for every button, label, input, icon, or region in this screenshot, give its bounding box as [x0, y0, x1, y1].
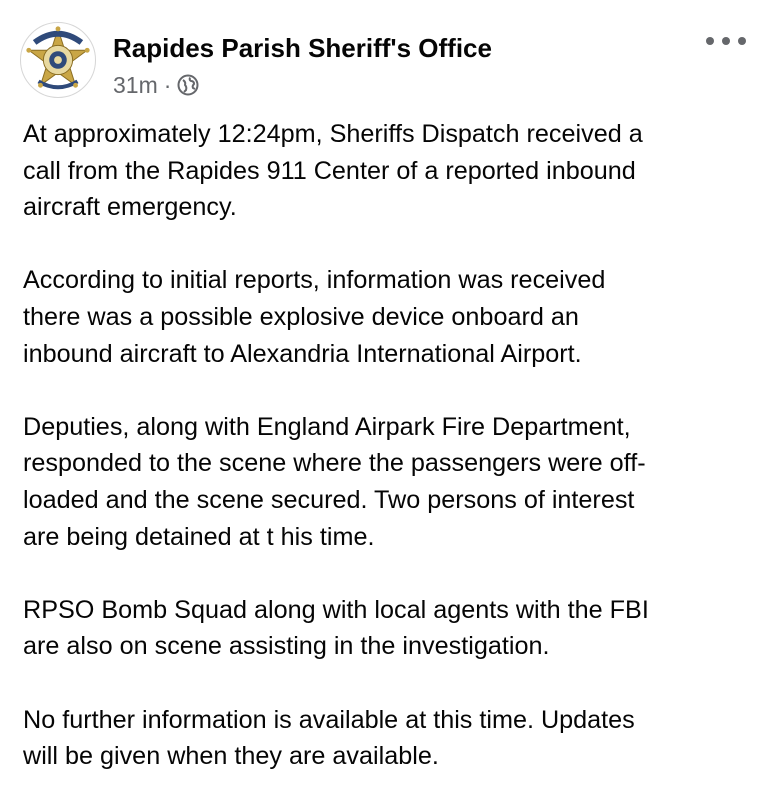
text-line: are being detained at t his time. — [23, 522, 375, 551]
text-line: responded to the scene where the passengers were off- — [23, 449, 646, 478]
page-avatar[interactable] — [20, 22, 96, 98]
text-line: there was a possible explosive device onboard an — [23, 302, 579, 331]
text-line: aircraft emergency. — [23, 193, 237, 222]
text-line: According to initial reports, information was received — [23, 266, 606, 295]
post-paragraph — [23, 409, 753, 555]
more-dot — [706, 37, 714, 45]
more-options-icon[interactable] — [706, 28, 746, 54]
text-line: are also on scene assisting in the investigation. — [23, 632, 550, 661]
text-line: call from the Rapides 911 Center of a reported inbound — [23, 156, 636, 185]
post-paragraph — [23, 702, 753, 775]
text-line: Deputies, along with England Airpark Fire Department, — [23, 412, 631, 441]
post-paragraph — [23, 262, 753, 372]
text-line: At approximately 12:24pm, Sheriffs Dispatch received a — [23, 120, 643, 148]
post-paragraph — [23, 592, 753, 665]
post-meta — [113, 70, 199, 100]
text-line: inbound aircraft to Alexandria International Airport. — [23, 339, 582, 368]
post-timestamp[interactable]: 31m — [113, 71, 158, 98]
more-dot — [722, 37, 730, 45]
more-dot — [738, 37, 746, 45]
globe-icon[interactable] — [177, 74, 199, 96]
meta-separator: · — [163, 71, 172, 98]
post-paragraph — [23, 116, 753, 226]
page-name-link[interactable]: Rapides Parish Sheriff's Office — [113, 33, 492, 63]
text-line: No further information is available at this time. Updates — [23, 705, 635, 734]
sheriff-star-badge-logo — [21, 23, 95, 97]
text-line: RPSO Bomb Squad along with local agents with the FBI — [23, 595, 649, 624]
text-line: will be given when they are available. — [23, 742, 439, 771]
text-line: loaded and the scene secured. Two persons of interest — [23, 485, 635, 514]
post-body — [23, 116, 753, 775]
